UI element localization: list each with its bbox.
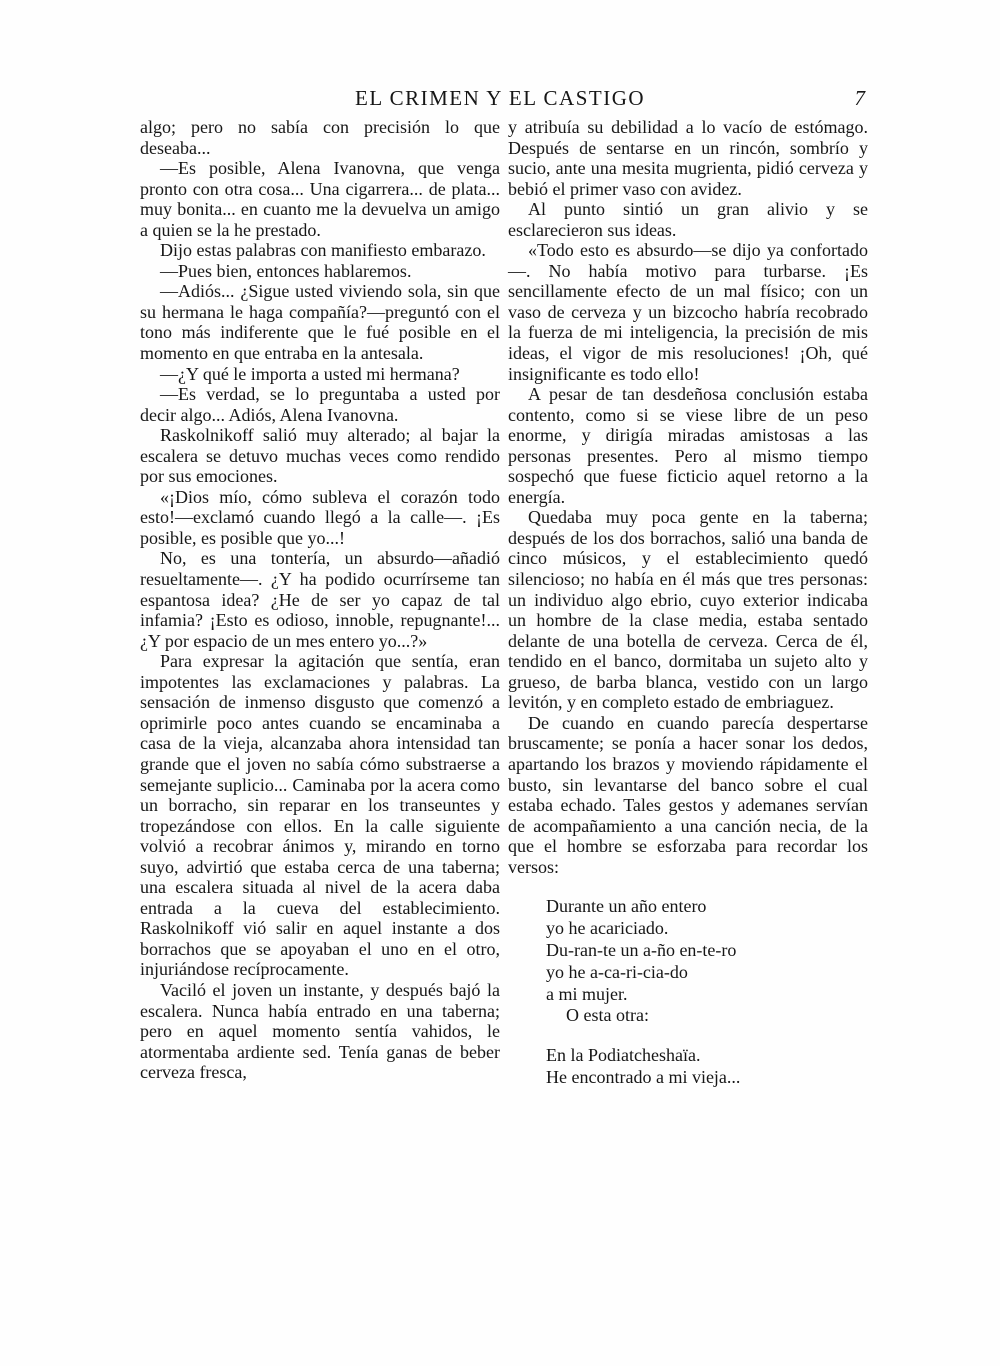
paragraph: No, es una tontería, un absurdo—añadió resueltamente—. ¿Y ha podido ocurrírseme tan espantosa idea? ¿He de ser yo capaz de tal infamia? ¡Esto es odioso, innoble, repugnante!... ¿Y por espacio de un mes entero yo...?» bbox=[140, 548, 500, 651]
paragraph: A pesar de tan desdeñosa conclusión estaba contento, como si se viese libre de un peso enorme, y dirigía miradas amistosas a las personas presentes. Pero al mismo tiempo sospechó que fuese ficticio aquel retorno a la energía. bbox=[508, 384, 868, 507]
paragraph: —Pues bien, entonces hablaremos. bbox=[160, 260, 412, 281]
verse-line: yo he a-ca-ri-cia-do bbox=[546, 962, 688, 983]
verse-line: a mi mujer. bbox=[546, 984, 628, 1005]
paragraph: De cuando en cuando parecía despertarse bruscamente; se ponía a hacer sonar los dedos, apartando los brazos y moviendo rápidamente el busto, sin levantarse del banco sobre el cual estaba echado. Tales gestos y ademanes servían de acompañamiento a una canción necia, de la que el hombre se esforzaba para recordar los versos: bbox=[508, 712, 868, 877]
left-column bbox=[140, 117, 500, 1083]
paragraph: Raskolnikoff salió muy alterado; al bajar la escalera se detuvo muchas veces como rendido por sus emociones. bbox=[140, 425, 500, 487]
page-number: 7 bbox=[854, 86, 865, 110]
paragraph: Al punto sintió un gran alivio y se esclarecieron sus ideas. bbox=[508, 199, 868, 240]
running-title: EL CRIMEN Y EL CASTIGO bbox=[355, 86, 646, 110]
verse-line: Durante un año entero bbox=[546, 896, 707, 917]
verse-line: yo he acariciado. bbox=[546, 918, 669, 939]
paragraph: Vaciló el joven un instante, y después bajó la escalera. Nunca había entrado en una taberna; pero en aquel momento sentía vahidos, le atormentaba ardiente sed. Tenía ganas de beber cerveza fresca, bbox=[140, 979, 500, 1083]
paragraph: —Es verdad, se lo preguntaba a usted por decir algo... Adiós, Alena Ivanovna. bbox=[140, 384, 500, 425]
verse-block bbox=[546, 895, 868, 1005]
page-header bbox=[140, 86, 865, 116]
verse-line: Du-ran-te un a-ño en-te-ro bbox=[546, 940, 737, 961]
paragraph: algo; pero no sabía con precisión lo que deseaba... bbox=[140, 117, 500, 158]
paragraph: Quedaba muy poca gente en la taberna; después de los dos borrachos, salió una banda de cinco músicos, y el establecimiento quedó silencioso; no había en él más que tres personas: un individuo algo ebrio, cuyo exterior indicaba un hombre de la clase media, estaba sentado delante de una botella de cerveza. Cerca de él, tendido en el banco, dormitaba un sujeto alto y grueso, de barba blanca, vestido con un largo levitón, y en completo estado de embriaguez. bbox=[508, 507, 868, 713]
verse-line: He encontrado a mi vieja... bbox=[546, 1066, 741, 1087]
paragraph: Para expresar la agitación que sentía, eran impotentes las exclamaciones y palabras. La sensación de inmenso disgusto que comenzó a oprimirle poco antes cuando se encaminaba a casa de la vieja, alcanzaba ahora intensidad tan grande que el joven no sabía cómo substraerse a semejante suplicio... Caminaba por la acera como un borracho, sin reparar en los transeuntes y tropezándose con ellos. En la calle siguiente volvió a recobrar ánimos y, mirando en torno suyo, advirtió que estaba cerca de una taberna; una escalera situada al nivel de la acera daba entrada a la cueva del establecimiento. Raskolnikoff vió salir en aquel instante a dos borrachos que se apoyaban el uno en el otro, injuriándose recíprocamente. bbox=[140, 651, 500, 980]
paragraph: «Todo esto es absurdo—se dijo ya confortado—. No había motivo para turbarse. ¡Es sencillamente efecto de un mal físico; con un vaso de cerveza y un bizcocho habría recobrado la fuerza de mi inteligencia, la precisión de mis ideas, el vigor de mis resoluciones! ¡Oh, qué insignificante es todo ello! bbox=[508, 240, 868, 384]
verse-line: En la Podiatcheshaïa. bbox=[546, 1044, 701, 1065]
paragraph: —¿Y qué le importa a usted mi hermana? bbox=[160, 363, 460, 384]
paragraph: «¡Dios mío, cómo subleva el corazón todo esto!—exclamó cuando llegó a la calle—. ¡Es posible, es posible que yo...! bbox=[140, 486, 500, 548]
paragraph: y atribuía su debilidad a lo vacío de estómago. Después de sentarse en un rincón, sombrío y sucio, ante una mesita mugrienta, pidió cerveza y bebió el primer vaso con avidez. bbox=[508, 117, 868, 199]
paragraph: —Adiós... ¿Sigue usted viviendo sola, sin que su hermana le haga compañía?—preguntó con el tono más indiferente que le fué posible en el momento en que entraba en la antesala. bbox=[140, 281, 500, 364]
paragraph: —Es posible, Alena Ivanovna, que venga pronto con otra cosa... Una cigarrera... de plata... muy bonita... en cuanto me la devuelva un amigo a quien se la he prestado. bbox=[140, 158, 500, 240]
paragraph: Dijo estas palabras con manifiesto embarazo. bbox=[160, 240, 486, 261]
right-column bbox=[508, 117, 868, 1088]
verse-block bbox=[546, 1044, 868, 1088]
verse-intro: O esta otra: bbox=[566, 1005, 649, 1026]
